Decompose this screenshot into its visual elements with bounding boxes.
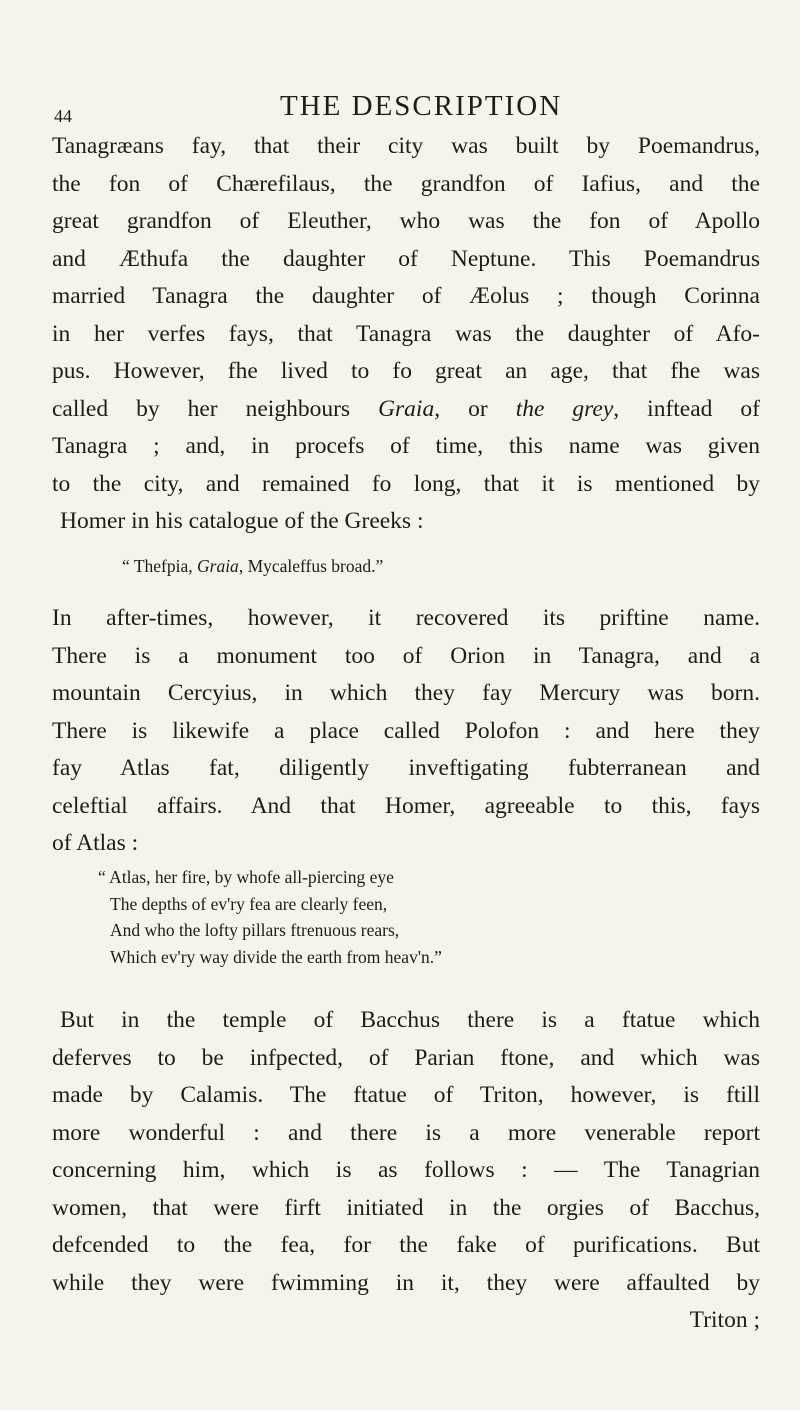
page-number: 44	[54, 106, 72, 126]
text-line: deferves to be infpected, of Parian ftone, and which was	[52, 1044, 760, 1071]
text-line: mountain Cercyius, in which they fay Mercury was born.	[52, 680, 760, 706]
text-line: There is likewife a place called Polofon : and here they	[52, 717, 760, 744]
block-quote-2	[98, 864, 758, 970]
quote-line: The depths of ev'ry fea are clearly feen,	[110, 893, 388, 914]
text-run: “ Thefpia,	[122, 556, 197, 576]
text-line: celeftial affairs. And that Homer, agreeable to this, fays	[52, 792, 760, 819]
text-line: But in the temple of Bacchus there is a ftatue which	[60, 1007, 760, 1033]
text-line: the fon of Chærefilaus, the grandfon of Iafius, and the	[52, 170, 760, 197]
catchword-text: Triton ;	[689, 1307, 760, 1333]
text-line: women, that were firft initiated in the orgies of Bacchus,	[52, 1194, 760, 1221]
text-line: made by Calamis. The ftatue of Triton, however, is ftill	[52, 1082, 760, 1108]
text-line: Tanagra ; and, in procefs of time, this name was given	[52, 433, 760, 459]
text-line: great grandfon of Eleuther, who was the fon of Apollo	[52, 208, 760, 234]
text-line: more wonderful : and there is a more venerable report	[52, 1119, 760, 1146]
block-quote-1	[122, 553, 722, 580]
text-line: while they were fwimming in it, they were affaulted by	[52, 1269, 760, 1296]
text-line: In after-times, however, it recovered its priftine name.	[52, 605, 760, 631]
paragraph-1	[52, 128, 760, 541]
quote-line	[122, 553, 722, 580]
text-line: and Æthufa the daughter of Neptune. This Poemandrus	[52, 245, 760, 272]
text-line: Tanagræans fay, that their city was built by Poemandrus,	[52, 133, 760, 159]
italic-text: the grey	[515, 395, 614, 422]
text-line: in her verfes fays, that Tanagra was the daughter of Afo-	[52, 320, 760, 347]
text-line: married Tanagra the daughter of Æolus ; though Corinna	[52, 283, 760, 309]
text-line: to the city, and remained fo long, that it is mentioned by	[52, 470, 760, 497]
text-line: of Atlas :	[52, 830, 139, 856]
paragraph-3	[52, 1002, 760, 1302]
quote-line: Which ev'ry way divide the earth from heav'n.”	[110, 946, 442, 967]
text-line: fay Atlas fat, diligently inveftigating fubterranean and	[52, 755, 760, 781]
text-line: concerning him, which is as follows : — The Tanagrian	[52, 1157, 760, 1183]
text-run: , Mycaleffus broad.”	[238, 556, 384, 576]
text-line: defcended to the fea, for the fake of purifications. But	[52, 1232, 760, 1258]
text-line: There is a monument too of Orion in Tanagra, and a	[52, 642, 760, 669]
text-run: called by her neighbours	[52, 395, 379, 422]
catchword	[640, 1302, 760, 1340]
text-line	[52, 391, 760, 429]
text-run: , or	[434, 395, 516, 422]
italic-text: Graia	[378, 395, 435, 422]
text-line: Homer in his catalogue of the Greeks :	[60, 508, 424, 534]
running-head	[50, 90, 750, 130]
text-run: , inftead of	[613, 395, 761, 422]
quote-line: And who the lofty pillars ftrenuous rears,	[110, 920, 400, 940]
text-line: pus. However, fhe lived to fo great an age, that fhe was	[52, 358, 760, 384]
italic-text: Graia	[197, 556, 239, 576]
paragraph-2	[52, 600, 760, 863]
quote-line: “ Atlas, her fire, by whofe all-piercing eye	[98, 867, 394, 887]
running-title: THE DESCRIPTION	[280, 90, 563, 122]
